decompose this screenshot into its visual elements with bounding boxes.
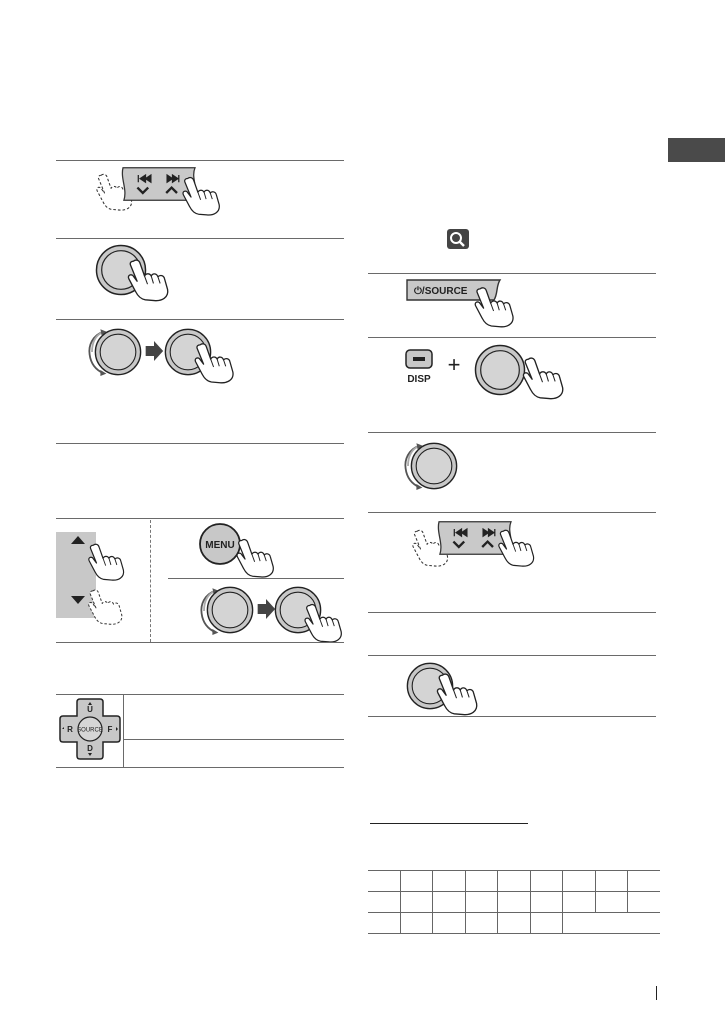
disp-plus-knob-illustration [404, 342, 574, 406]
divider-line [56, 694, 344, 695]
table-cell [498, 871, 531, 892]
pointing-hand-icon [499, 530, 534, 566]
divider-line [368, 612, 656, 613]
divider-line [368, 432, 656, 433]
table-row [368, 871, 660, 892]
skip-buttons-illustration [408, 518, 538, 570]
table-cell [530, 892, 563, 913]
knob-icon [207, 587, 252, 632]
table-cell [400, 892, 433, 913]
divider-line [123, 695, 124, 768]
f-label: F [107, 725, 113, 734]
remote-up-down-illustration [56, 530, 136, 630]
divider-line [56, 443, 344, 444]
pointing-hand-icon [437, 674, 476, 715]
press-knob-illustration [404, 660, 504, 714]
table-cell [433, 913, 466, 934]
rotate-then-press-illustration [86, 322, 236, 386]
search-icon [446, 228, 470, 250]
d-label: D [87, 744, 93, 753]
table-cell [563, 892, 596, 913]
source-label: SOURCE [77, 727, 103, 734]
pointing-hand-icon [305, 605, 341, 642]
press-knob-illustration [93, 242, 183, 302]
table-cell [465, 913, 498, 934]
power-source-label: ⏻/SOURCE [414, 286, 468, 297]
pointing-hand-icon [128, 260, 167, 301]
table-cell [465, 892, 498, 913]
section-tab-marker [668, 138, 725, 162]
disp-label: DISP [407, 374, 431, 385]
table-cell [400, 913, 433, 934]
divider-line [56, 319, 344, 320]
table-cell [595, 892, 628, 913]
table-cell [433, 871, 466, 892]
divider-line [368, 273, 656, 274]
table-cell [498, 892, 531, 913]
rotate-then-press-illustration [198, 580, 348, 646]
table-cell [465, 871, 498, 892]
knob-icon [475, 345, 524, 394]
dashed-divider [150, 520, 151, 642]
pointing-hand-icon [237, 540, 273, 577]
power-source-button-illustration [404, 278, 524, 334]
skip-buttons-illustration [92, 166, 222, 218]
pointing-hand-icon [89, 590, 122, 624]
divider-line [56, 160, 344, 161]
table-row [368, 892, 660, 913]
table-cell [368, 871, 400, 892]
divider-line [368, 337, 656, 338]
rotate-knob-illustration [402, 436, 472, 498]
heading-underline [370, 823, 528, 824]
divider-line [56, 767, 344, 768]
pointing-hand-icon [183, 178, 219, 215]
table-row [368, 913, 660, 934]
table-cell [530, 871, 563, 892]
divider-line [124, 739, 344, 740]
divider-line [56, 518, 344, 519]
r-label: R [67, 725, 73, 734]
divider-line [368, 655, 656, 656]
table-cell [400, 871, 433, 892]
divider-line [56, 642, 344, 643]
character-grid-table [368, 870, 660, 934]
disp-button-mark [413, 357, 425, 361]
table-cell [498, 913, 531, 934]
table-cell [433, 892, 466, 913]
divider-line [368, 512, 656, 513]
table-cell [595, 871, 628, 892]
table-cell [368, 913, 400, 934]
table-cell [530, 913, 563, 934]
table-cell [563, 871, 596, 892]
menu-button-label: MENU [205, 540, 235, 551]
u-label: U [87, 705, 93, 714]
knob-icon [95, 329, 140, 374]
arrow-right-icon [146, 341, 164, 361]
pointing-hand-icon [195, 344, 233, 383]
pointing-hand-icon [523, 358, 562, 399]
table-cell [368, 892, 400, 913]
divider-line [168, 578, 344, 579]
table-cell [563, 913, 660, 934]
knob-icon [411, 443, 456, 488]
divider-line [56, 238, 344, 239]
arrow-right-icon [258, 599, 276, 619]
divider-line [368, 716, 656, 717]
table-cell [628, 871, 660, 892]
menu-button-illustration [198, 522, 288, 578]
page-number-marker [656, 986, 657, 1000]
table-cell [628, 892, 660, 913]
plus-sign: + [447, 352, 461, 377]
remote-direction-pad-illustration [58, 697, 122, 761]
